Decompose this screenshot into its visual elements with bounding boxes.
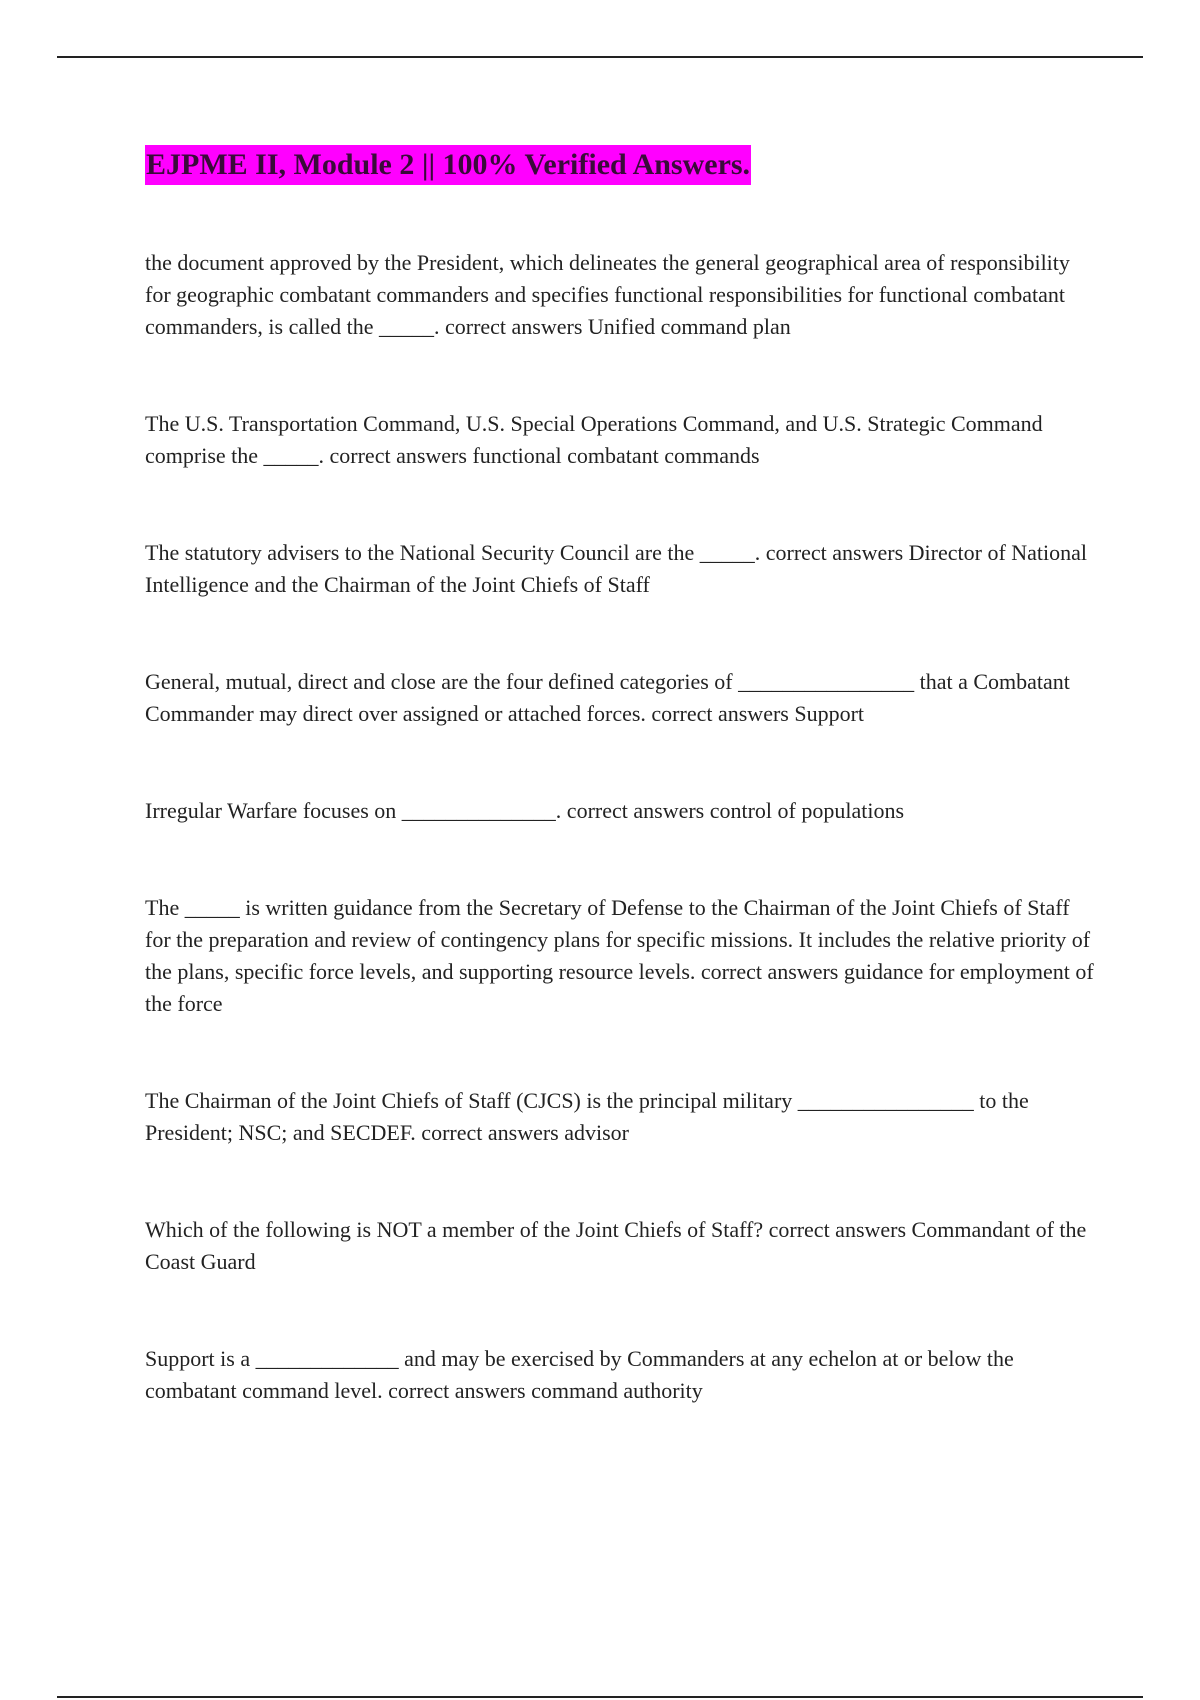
qa-item-5: Irregular Warfare focuses on ______________. correct answers control of populations xyxy=(145,798,905,823)
footer-rule xyxy=(57,1696,1143,1698)
document-body xyxy=(145,145,1100,1472)
qa-item-3: The statutory advisers to the National Security Council are the _____. correct answers Director of National Intelligence and the Chairman of the Joint Chiefs of Staff xyxy=(145,540,1088,597)
header-rule xyxy=(57,56,1143,58)
document-title: EJPME II, Module 2 || 100% Verified Answers. xyxy=(145,145,751,185)
qa-item-1: the document approved by the President, which delineates the general geographical area of responsibility for geographic combatant commanders and specifies functional responsibilities for functional combatant commanders, is called the _____. correct answers Unified command plan xyxy=(145,250,1070,339)
qa-item-8: Which of the following is NOT a member of the Joint Chiefs of Staff? correct answers Commandant of the Coast Guard xyxy=(145,1217,1087,1274)
qa-item-6: The _____ is written guidance from the Secretary of Defense to the Chairman of the Joint Chiefs of Staff for the preparation and review of contingency plans for specific missions. It includes the relative priority of the plans, specific force levels, and supporting resource levels. correct answers guidance for employment of the force xyxy=(145,895,1094,1016)
qa-item-4: General, mutual, direct and close are the four defined categories of ________________ that a Combatant Commander may direct over assigned or attached forces. correct answers Support xyxy=(145,669,1070,726)
qa-item-9: Support is a _____________ and may be exercised by Commanders at any echelon at or below the combatant command level. correct answers command authority xyxy=(145,1346,1014,1403)
qa-item-2: The U.S. Transportation Command, U.S. Special Operations Command, and U.S. Strategic Command comprise the _____. correct answers functional combatant commands xyxy=(145,411,1043,468)
qa-item-7: The Chairman of the Joint Chiefs of Staff (CJCS) is the principal military ________________ to the President; NSC; and SECDEF. correct answers advisor xyxy=(145,1088,1029,1145)
qa-list xyxy=(145,247,1100,1407)
